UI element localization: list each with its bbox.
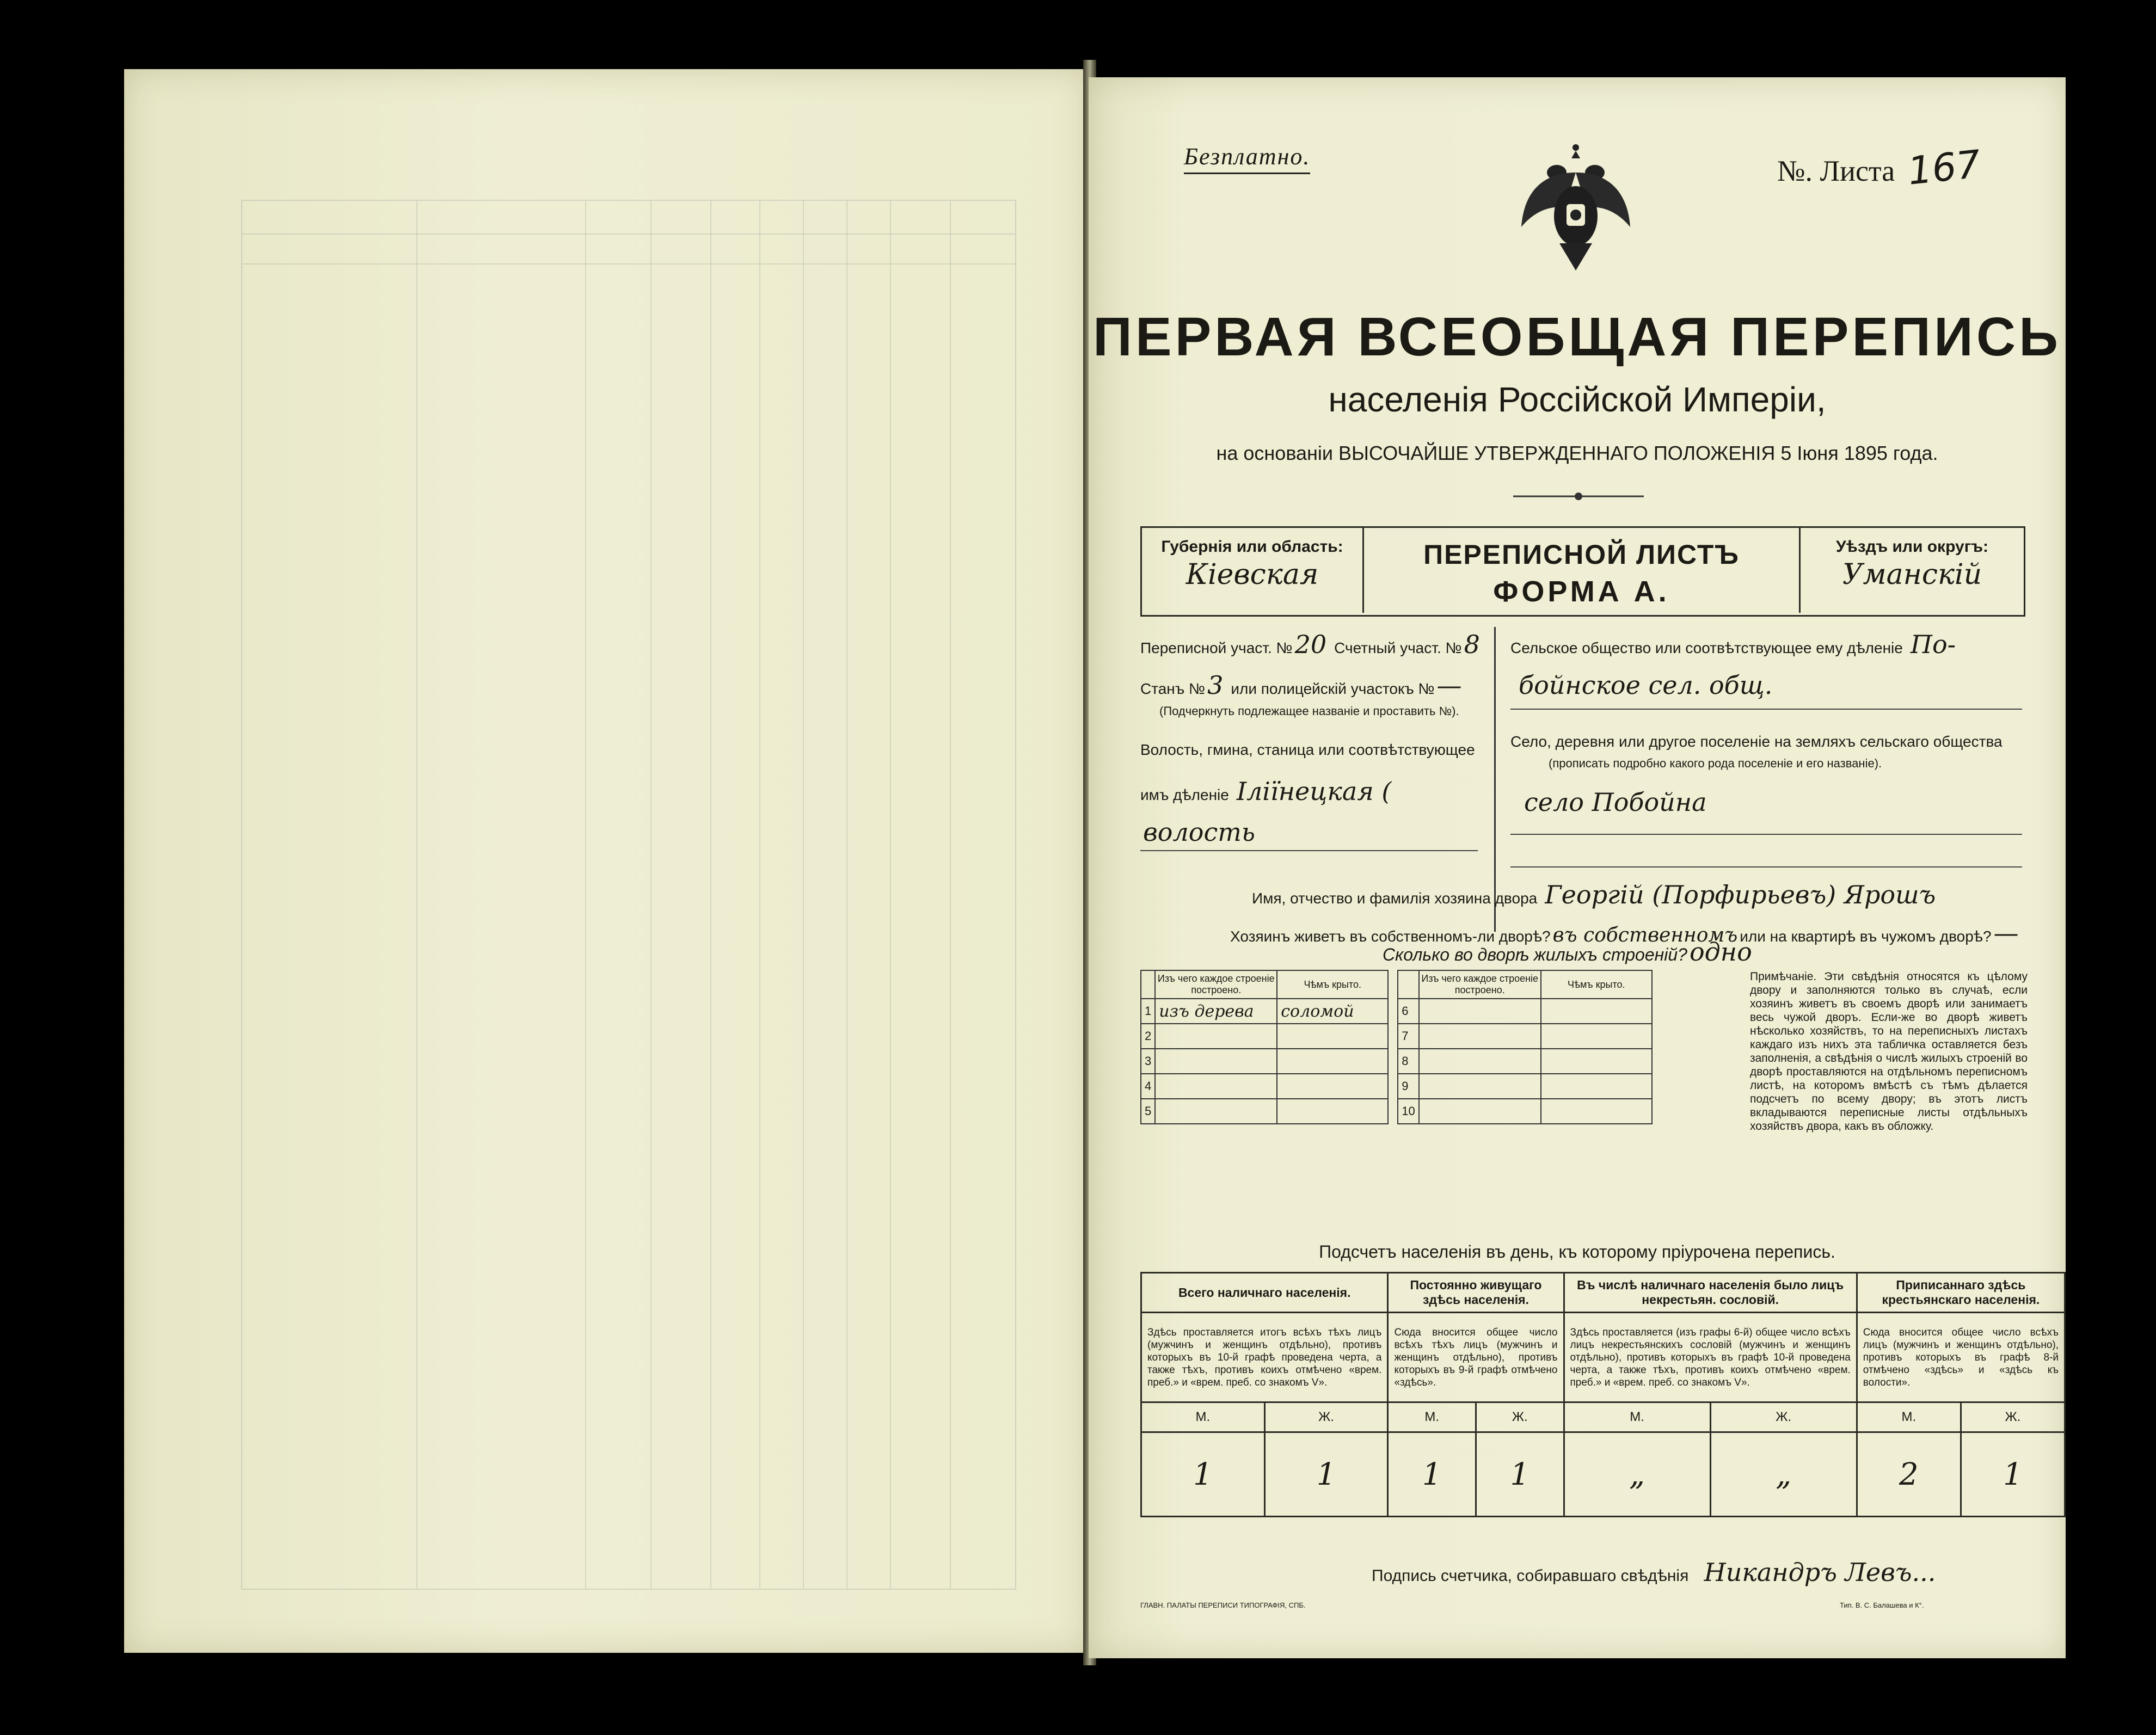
owner-label: Имя, отчество и фамилія хозяина двора bbox=[1252, 890, 1538, 907]
volost-value-1: Іліїнецкая ( bbox=[1236, 777, 1392, 806]
table-row: 1 изъ дерева соломой 6 bbox=[1141, 999, 1652, 1024]
district-label: Уѣздъ или округъ: bbox=[1835, 538, 1989, 556]
free-label: Безплатно. bbox=[1184, 143, 1310, 174]
village-value: село Побойна bbox=[1524, 787, 1707, 817]
signature-label: Подпись счетчика, собиравшаго свѣдѣнія bbox=[1372, 1567, 1689, 1585]
double-headed-eagle-icon bbox=[1513, 140, 1638, 276]
right-page bbox=[1089, 77, 2066, 1658]
society-value-2: бойнское сел. общ. bbox=[1519, 670, 1773, 700]
census-title: ПЕРВАЯ ВСЕОБЩАЯ ПЕРЕПИСЬ bbox=[1093, 306, 2061, 367]
show-through-grid bbox=[241, 200, 1016, 1590]
volost-value-2: волость bbox=[1143, 817, 1255, 847]
col-built: Изъ чего каждое строеніе построено. bbox=[1155, 970, 1277, 999]
list-title: ПЕРЕПИСНОЙ ЛИСТЪ bbox=[1423, 539, 1740, 570]
buildings-value: одно bbox=[1689, 937, 1752, 967]
col-total-head: Всего наличнаго населенія. bbox=[1141, 1273, 1388, 1313]
province-cell bbox=[1142, 528, 1364, 613]
stan-value: 3 bbox=[1207, 670, 1224, 700]
ornament-divider bbox=[1513, 491, 1644, 502]
col-peasant-head: Приписаннаго здѣсь крестьянскаго населенія. bbox=[1857, 1273, 2065, 1313]
population-count-table: Всего наличнаго населенія. Постоянно живущаго здѣсь населенія. Въ числѣ наличнаго населенія было лицъ некрестьян. сословій. Приписаннаго здѣсь крестьянскаго населенія. Здѣсь проставляется итогъ всѣхъ тѣхъ лицъ (мужчинъ и женщинъ отдѣльно), противъ которыхъ въ 10-й графѣ проведена черта, а также тѣхъ, противъ коихъ отмѣчено «врем. преб.» и «врем. преб. со знакомъ V». Сюда вносится общее число всѣхъ тѣхъ лицъ (мужчинъ и женщинъ отдѣльно), противъ которыхъ въ 9-й графѣ отмѣчено «здѣсь». Здѣсь проставляется (изъ графы 6-й) общее число всѣхъ лицъ некрестьянскихъ сословій (мужчинъ и женщинъ отдѣльно), противъ которыхъ въ графѣ 10-й проведена черта, а также тѣхъ, противъ коихъ отмѣчено «врем. преб.» и «врем. преб. со знакомъ V». Сюда вносится общее число всѣхъ лицъ (мужчинъ и женщинъ отдѣльно), противъ которыхъ въ графѣ 8-й отмѣчено «здѣсь» и «здѣсь къ волости». М. Ж. М. Ж. М. Ж. М. Ж. 1 1 1 1 „ „ 2 1 bbox=[1140, 1272, 2066, 1517]
police-value: — bbox=[1436, 670, 1462, 700]
buildings-label: Сколько во дворѣ жилыхъ строеній? bbox=[1383, 945, 1687, 964]
village-label: Село, деревня или другое поселеніе на земляхъ сельскаго общества bbox=[1510, 733, 2003, 750]
buildings-row bbox=[1383, 937, 1752, 967]
province-value: Кіевская bbox=[1186, 558, 1319, 591]
buildings-note: Примѣчаніе. Эти свѣдѣнія относятся къ цѣлому двору и заполняются только въ случаѣ, если хозяинъ живетъ въ своемъ дворѣ или занимаетъ весь чужой дворъ. Если-же во дворѣ живетъ нѣсколько хозяйствъ, то на переписныхъ листахъ каждаго изъ нихъ эта табличка оставляется безъ заполненія, а свѣдѣнія о числѣ жилыхъ строеній во дворѣ проставляются на отдѣльномъ переписномъ листѣ, на которомъ вмѣстѣ съ тѣмъ дѣлается подсчетъ по всему двору; въ этотъ листъ вкладываются переписные листы отдѣльныхъ хозяйствъ двора, какъ въ обложку. bbox=[1750, 970, 2028, 1133]
col-permanent-desc: Сюда вносится общее число всѣхъ тѣхъ лицъ (мужчинъ и женщинъ отдѣльно), противъ которыхъ въ 9-й графѣ отмѣчено «здѣсь». bbox=[1388, 1313, 1564, 1402]
rented-label: или на квартирѣ въ чужомъ дворѣ? bbox=[1740, 928, 1992, 945]
census-basis: на основаніи ВЫСОЧАЙШЕ УТВЕРЖДЕННАГО ПОЛОЖЕНІЯ 5 Іюня 1895 года. bbox=[1216, 442, 1938, 464]
col-permanent-head: Постоянно живущаго здѣсь населенія. bbox=[1388, 1273, 1564, 1313]
village-note: (прописать подробно какого рода поселеніе и его названіе). bbox=[1549, 756, 1882, 770]
signature-value: Никандръ Левъ... bbox=[1704, 1558, 1936, 1587]
stan-row bbox=[1140, 670, 1462, 700]
census-district-row bbox=[1140, 630, 1480, 659]
district-value: Уманскій bbox=[1842, 558, 1982, 591]
census-subtitle: населенія Россійской Имперіи, bbox=[1328, 380, 1826, 419]
owner-row bbox=[1252, 880, 1936, 909]
sheet-number-value: 167 bbox=[1905, 141, 1983, 194]
society-label: Сельское общество или соотвѣтствующее ему дѣленіе bbox=[1510, 639, 1903, 656]
table-row: 3 8 bbox=[1141, 1049, 1652, 1074]
count-district-value: 8 bbox=[1464, 630, 1480, 659]
col-peasant-desc: Сюда вносится общее число всѣхъ лицъ (мужчинъ и женщинъ отдѣльно), противъ которыхъ въ графѣ 8-й отмѣчено «здѣсь» и «здѣсь къ волости». bbox=[1857, 1313, 2065, 1402]
population-values: 1 1 1 1 „ „ 2 1 bbox=[1141, 1432, 2065, 1517]
police-label: или полицейскій участокъ № bbox=[1231, 680, 1435, 697]
left-page bbox=[124, 69, 1088, 1653]
printer-right: Тип. В. С. Балашева и К°. bbox=[1840, 1601, 1924, 1609]
count-district-label: Счетный участ. № bbox=[1334, 639, 1462, 656]
volost-label: Волость, гмина, станица или соотвѣтствующее bbox=[1140, 741, 1475, 758]
signature-row bbox=[1372, 1558, 1936, 1587]
table-row: 2 7 bbox=[1141, 1024, 1652, 1049]
col-roof: Чѣмъ крыто. bbox=[1277, 970, 1388, 999]
sheet-label: №. Листа bbox=[1777, 155, 1895, 187]
province-label: Губернія или область: bbox=[1161, 538, 1343, 556]
society-value-1: По- bbox=[1910, 630, 1956, 659]
stan-note: (Подчеркнуть подлежащее названіе и проставить №). bbox=[1159, 704, 1459, 718]
district-cell bbox=[1799, 528, 2024, 613]
rented-value: — bbox=[1993, 918, 2019, 948]
census-district-label: Переписной участ. № bbox=[1140, 639, 1293, 656]
col-noble-desc: Здѣсь проставляется (изъ графы 6-й) общее число всѣхъ лицъ некрестьянскихъ сословій (мужчинъ и женщинъ отдѣльно), противъ которыхъ въ графѣ 10-й проведена черта, а также тѣхъ, противъ коихъ отмѣчено «врем. преб.» и «врем. преб. со знакомъ V». bbox=[1564, 1313, 1857, 1402]
col-built-2: Изъ чего каждое строеніе построено. bbox=[1419, 970, 1541, 999]
sheet-number bbox=[1777, 141, 1983, 194]
society-row bbox=[1510, 630, 1956, 659]
table-row: 4 9 bbox=[1141, 1074, 1652, 1099]
col-total-desc: Здѣсь проставляется итогъ всѣхъ тѣхъ лицъ (мужчинъ и женщинъ отдѣльно), противъ которыхъ въ 10-й графѣ проведена черта, а также тѣхъ, противъ коихъ отмѣчено «врем. преб.» и «врем. преб. со знакомъ V». bbox=[1141, 1313, 1388, 1402]
census-district-value: 20 bbox=[1294, 630, 1327, 659]
col-roof-2: Чѣмъ крыто. bbox=[1541, 970, 1652, 999]
col-noble-head: Въ числѣ наличнаго населенія было лицъ некрестьян. сословій. bbox=[1564, 1273, 1857, 1313]
form-header-box bbox=[1140, 526, 2025, 617]
count-title: Подсчетъ населенія въ день, къ которому пріурочена перепись. bbox=[1319, 1242, 1835, 1262]
stan-label: Станъ № bbox=[1140, 680, 1206, 697]
own-house-label: Хозяинъ живетъ въ собственномъ-ли дворѣ? bbox=[1230, 928, 1551, 945]
own-house-value: въ собственномъ bbox=[1552, 924, 1738, 946]
printer-left: ГЛАВН. ПАЛАТЫ ПЕРЕПИСИ ТИПОГРАФІЯ, СПБ. bbox=[1140, 1601, 1306, 1609]
list-title-cell bbox=[1362, 528, 1801, 608]
form-title: ФОРМА А. bbox=[1493, 575, 1670, 608]
table-row: 5 10 bbox=[1141, 1099, 1652, 1124]
volost-row bbox=[1140, 777, 1391, 806]
owner-value: Георгій (Порфирьевъ) Ярошъ bbox=[1545, 880, 1936, 909]
volost-label-2: имъ дѣленіе bbox=[1140, 786, 1229, 803]
buildings-table bbox=[1140, 970, 1653, 1124]
